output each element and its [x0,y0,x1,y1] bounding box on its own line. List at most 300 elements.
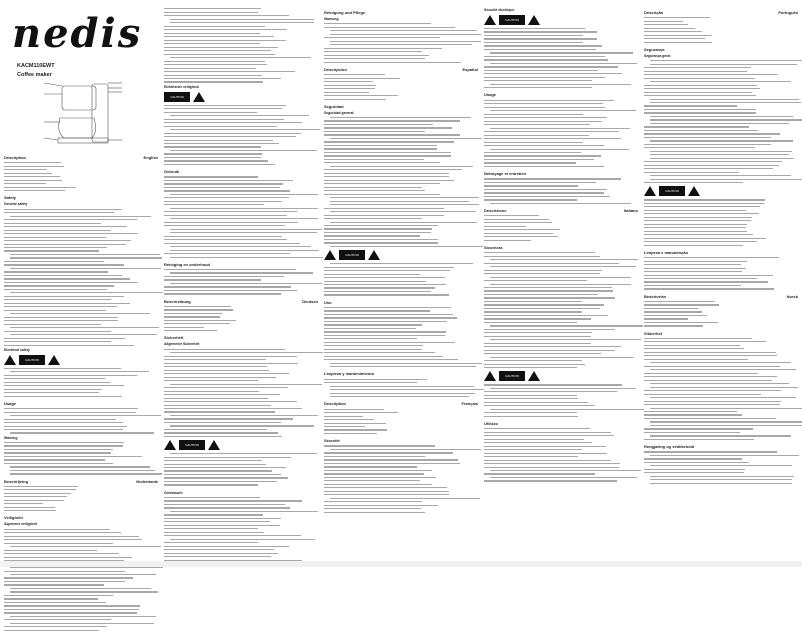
text-line [644,338,752,339]
text-line [644,278,757,279]
text-line [644,165,779,166]
text-line [324,127,452,128]
text-line [484,353,601,354]
text-line [4,345,134,346]
text-line [484,166,604,167]
text-line [170,453,317,454]
text-line [164,391,259,392]
text-line [164,398,268,399]
text-line [330,197,479,198]
text-lines [164,306,318,332]
text-line [4,452,111,453]
text-line [170,257,323,258]
text-line [10,254,160,255]
heading: Descrição [644,10,664,15]
column-4 [484,6,638,482]
text-line [10,371,149,372]
text-line [4,278,130,279]
subheading: Allgemeine Sicherheit [164,342,200,347]
text-line [324,267,454,268]
text-line [650,102,801,103]
text-line [650,158,794,159]
text-line [164,108,282,109]
text-line [324,27,455,28]
text-line [4,233,138,234]
text-line [644,28,695,29]
text-line [330,366,476,367]
text-line [644,42,712,43]
text-line [4,306,117,307]
text-line [4,510,56,511]
text-line [164,429,267,430]
text-line [164,33,260,34]
text-line [324,445,435,446]
heading: Limpieza y mantenimiento [324,371,375,377]
text-lines [324,263,478,296]
text-line [484,192,604,193]
text-line [484,28,585,29]
text-line [650,455,799,456]
text-line [164,180,293,181]
heading: Nettoyage et entretien [484,171,527,177]
text-line [4,507,55,508]
text-line [484,219,549,220]
text-line [644,172,739,173]
text-lines [4,408,158,434]
text-line [4,626,107,627]
page-footer [0,561,802,567]
heading: Reinigung und Pflege [324,10,366,15]
text-line [484,428,590,429]
text-line [644,147,755,148]
text-line [484,77,605,78]
text-line [164,204,264,205]
text-line [330,386,474,387]
text-lines [164,269,318,295]
text-line [484,178,621,179]
text-line [164,61,265,62]
text-lines [644,451,798,484]
text-line [330,166,473,167]
text-line [324,242,438,243]
text-line [324,426,365,427]
text-line [324,62,461,63]
text-line [164,405,271,406]
text-line [4,456,142,457]
text-line [644,318,688,319]
text-line [650,140,793,141]
subheading: Segurança geral [644,53,671,58]
text-line [484,395,577,396]
text-line [484,256,600,257]
text-line [4,571,125,572]
text-line [484,435,614,436]
text-line [484,473,595,474]
text-line [324,159,424,160]
text-line [644,74,778,75]
text-line [644,359,748,360]
heading: Utilizzo [484,420,498,426]
text-line [324,423,386,424]
text-line [164,64,267,65]
text-line [484,456,578,457]
text-line [650,397,796,398]
text-line [10,623,154,624]
text-line [324,208,444,209]
text-line [484,138,621,139]
text-line [484,467,619,468]
text-line [170,352,323,353]
text-line [324,23,431,24]
text-line [164,211,297,212]
text-line [484,263,619,264]
text-line [164,497,260,498]
text-line [644,17,710,18]
text-line [4,162,61,163]
text-line [324,512,425,513]
text-line [644,311,702,312]
text-line [324,225,438,226]
text-line [484,318,591,319]
text-line [644,203,764,204]
text-line [650,435,791,436]
text-line [484,124,590,125]
text-line [164,525,280,526]
caution-symbol: CAUTION [164,440,318,450]
text-line [4,543,113,544]
text-line [4,595,113,596]
text-line [644,213,759,214]
text-line [4,285,114,286]
text-line [4,176,60,177]
heading: Safety [4,195,17,201]
text-line [10,546,161,547]
text-line [324,331,446,332]
text-line [644,404,780,405]
text-line [4,244,126,245]
text-line [484,226,526,227]
text-line [644,469,745,470]
text-line [330,204,479,205]
text-line [10,432,154,433]
text-line [164,507,290,508]
text-line [4,536,139,537]
text-line [164,50,271,51]
text-line [324,335,445,336]
text-lines [4,162,158,191]
text-line [484,384,622,385]
text-line [644,71,747,72]
text-line [490,284,631,285]
text-line [4,275,122,276]
text-line [484,446,606,447]
text-line [4,375,137,376]
heading: Beschrijving [4,478,29,484]
text-line [490,470,641,471]
text-line [324,85,376,86]
text-line [164,394,280,395]
text-line [4,529,110,530]
text-line [4,223,101,224]
text-line [324,452,453,453]
text-line [644,105,737,106]
text-line [330,34,481,35]
text-line [324,124,433,125]
text-line [324,162,440,163]
text-line [170,22,314,23]
text-line [644,24,688,25]
text-line [164,477,288,478]
text-line [324,180,454,181]
text-line [10,616,156,617]
text-line [164,546,289,547]
text-line [490,277,631,278]
text-line [324,37,440,38]
text-line [10,268,161,269]
text-line [490,259,638,260]
text-line [4,496,67,497]
text-line [324,51,422,52]
text-line [4,500,64,501]
text-line [4,392,99,393]
text-line [484,114,583,115]
heading: Descripción [324,66,347,72]
text-line [644,394,761,395]
text-line [164,464,266,465]
heading: Gebrauch [164,489,183,495]
text-line [164,190,290,191]
text-line [484,297,615,298]
text-line [644,271,742,272]
text-line [164,78,281,79]
text-line [650,179,802,180]
text-line [650,64,797,65]
text-line [4,382,110,383]
text-line [484,367,577,368]
text-line [164,126,277,127]
text-line [644,325,703,326]
text-line [484,236,558,237]
language-label: English [143,155,158,160]
text-line [164,553,278,554]
text-line [164,225,285,226]
text-line [164,380,258,381]
text-line [484,155,601,156]
text-line [324,183,440,184]
text-line [164,370,269,371]
text-line [490,203,631,204]
text-line [484,301,582,302]
text-line [324,310,430,311]
text-line [484,159,594,160]
text-line [324,134,460,135]
text-lines [644,60,798,183]
text-line [4,289,107,290]
text-line [324,338,417,339]
text-line [324,321,447,322]
text-line [170,129,320,130]
text-line [644,130,758,131]
text-line [644,281,768,282]
text-line [164,549,274,550]
text-line [484,336,591,337]
text-line [484,294,598,295]
text-line [4,261,104,262]
text-line [164,290,297,291]
text-line [650,425,802,426]
text-line [644,126,749,127]
text-line [164,313,222,314]
text-line [644,92,752,93]
product-title: Coffee maker [17,72,52,78]
text-line [484,38,597,39]
text-line [484,449,582,450]
text-line [490,63,637,64]
text-line [164,236,282,237]
text-line [4,247,107,248]
text-line [170,250,319,251]
text-line [164,160,268,161]
text-line [644,401,781,402]
text-line [4,598,98,599]
text-line [4,486,78,487]
text-line [484,56,605,57]
text-line [484,45,602,46]
text-line [4,183,46,184]
text-line [484,364,585,365]
text-line [324,505,438,506]
text-line [4,389,102,390]
text-line [4,577,133,578]
text-line [4,166,64,167]
text-line [164,470,272,471]
subheading: Sécurité électrique [484,8,515,12]
text-line [644,241,757,242]
text-line [164,467,286,468]
text-line [330,246,483,247]
text-line [644,414,742,415]
text-line [4,296,124,297]
text-line [644,432,740,433]
text-line [484,273,600,274]
text-line [330,201,469,202]
text-line [164,29,287,30]
text-line [164,359,266,360]
text-line [164,387,288,388]
text-line [484,343,591,344]
text-line [164,153,262,154]
text-line [4,493,71,494]
text-lines [4,486,158,512]
text-line [644,268,746,269]
text-line [164,293,281,294]
text-line [4,237,106,238]
text-line [484,229,560,230]
text-line [164,12,258,13]
text-lines [324,379,478,398]
text-line [164,521,270,522]
text-line [324,277,445,278]
text-line [324,456,425,457]
text-line [324,491,449,492]
text-lines [644,199,798,245]
text-line [484,398,578,399]
caution-symbol: CAUTION [644,186,798,196]
text-line [324,307,451,308]
text-line [164,164,275,165]
text-line [4,459,105,460]
text-line [324,274,420,275]
subheading: General safety [4,202,28,207]
language-label: Español [462,66,478,72]
text-line [4,378,105,379]
text-line [324,382,417,383]
text-line [164,556,271,557]
text-line [330,449,481,450]
brand-logo: nedis [12,10,143,57]
text-line [164,222,298,223]
text-line [164,432,278,433]
text-line [164,253,290,254]
text-line [484,59,608,60]
heading: Gebruik [164,169,180,175]
text-lines [324,445,478,512]
text-line [490,357,634,358]
text-lines [324,409,478,435]
text-line [10,466,150,467]
text-line [484,391,617,392]
text-line [644,217,752,218]
text-line [164,528,258,529]
text-line [484,233,553,234]
language-label: Français [461,401,478,407]
text-line [164,276,284,277]
text-line [170,539,315,540]
text-line [164,542,258,543]
text-line [164,215,287,216]
text-line [164,514,263,515]
heading: Limpeza e manutenção [644,249,689,255]
column-1 [4,6,158,631]
text-lines [164,453,318,486]
text-line [644,231,747,232]
text-line [164,140,273,141]
text-line [484,107,605,108]
text-line [644,210,746,211]
text-line [324,92,369,93]
text-line [4,422,123,423]
text-line [644,315,707,316]
text-lines [164,8,318,82]
text-line [484,308,600,309]
text-line [164,26,265,27]
text-lines [484,28,638,88]
text-lines [4,529,158,631]
text-line [644,257,779,258]
text-line [164,418,293,419]
text-line [330,138,482,139]
text-line [4,303,130,304]
text-line [324,459,458,460]
text-line [484,185,578,186]
text-line [484,222,552,223]
language-label: Português [778,10,798,15]
text-line [164,143,279,144]
text-line [650,81,791,82]
text-line [650,387,798,388]
text-line [644,88,760,89]
text-line [490,409,644,410]
